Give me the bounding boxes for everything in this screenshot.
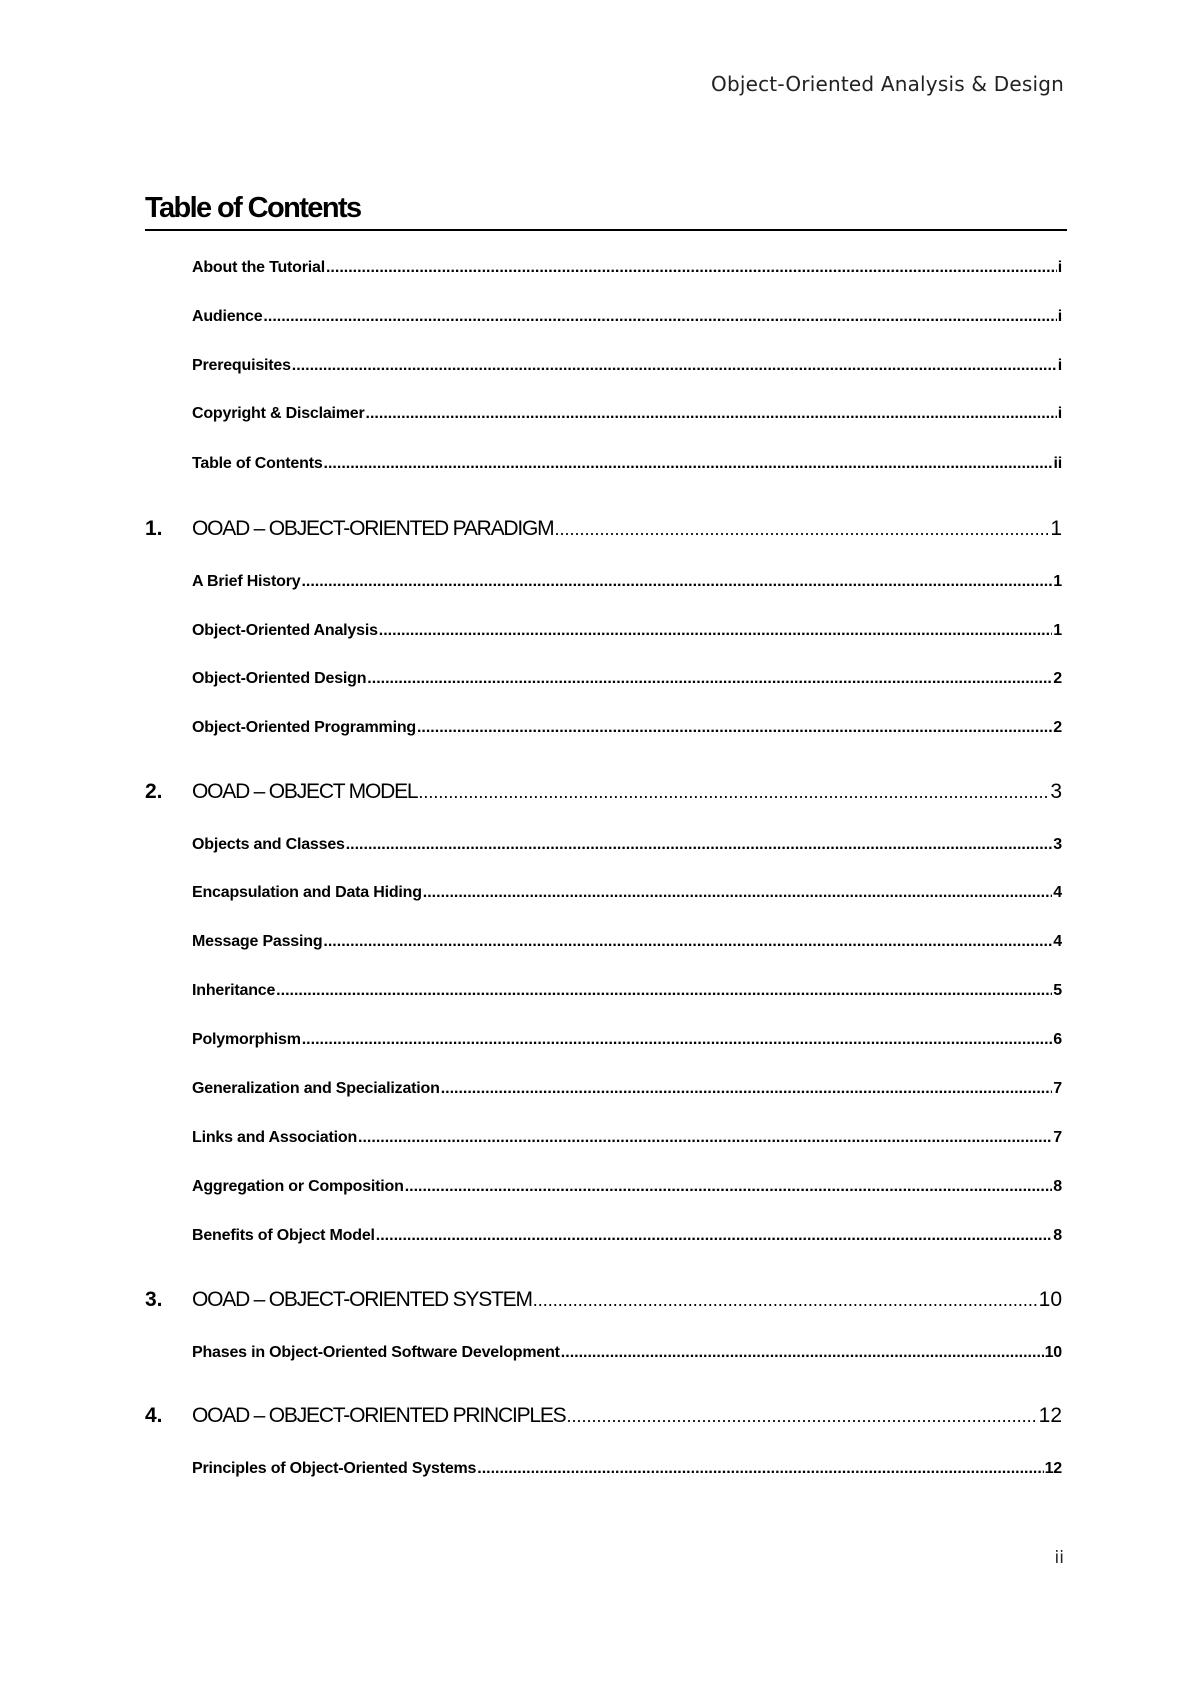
toc-heading: Table of Contents xyxy=(145,192,1067,231)
chapter-title: OOAD – OBJECT-ORIENTED SYSTEM xyxy=(192,1288,532,1311)
toc-entry-inheritance[interactable] xyxy=(192,982,1062,1000)
dot-leader xyxy=(276,982,1052,1000)
toc-entry-label: Phases in Object-Oriented Software Development xyxy=(192,1344,560,1361)
dot-leader xyxy=(301,573,1052,591)
toc-entry-page: i xyxy=(1057,308,1062,325)
toc-entry-page: 4 xyxy=(1053,933,1062,950)
dot-leader xyxy=(326,259,1057,277)
chapter-number: 2. xyxy=(145,780,163,803)
dot-leader xyxy=(302,1031,1053,1049)
dot-leader xyxy=(477,1460,1043,1478)
toc-entry-object-oriented-design[interactable] xyxy=(192,670,1062,688)
toc-entry-label: About the Tutorial xyxy=(192,259,325,276)
chapter-title: OOAD – OBJECT-ORIENTED PARADIGM xyxy=(192,517,554,540)
toc-entry-objects-and-classes[interactable] xyxy=(192,836,1062,854)
chapter-title: OOAD – OBJECT-ORIENTED PRINCIPLES xyxy=(192,1404,566,1427)
dot-leader xyxy=(417,719,1052,737)
toc-entry-page: 2 xyxy=(1053,670,1062,687)
toc-entry-label: Objects and Classes xyxy=(192,836,345,853)
toc-entry-page: 1 xyxy=(1053,622,1062,639)
dot-leader xyxy=(418,782,1049,803)
toc-entry-label: Generalization and Specialization xyxy=(192,1080,440,1097)
toc-entry-page: 8 xyxy=(1053,1227,1062,1244)
toc-entry-page: 5 xyxy=(1053,982,1062,999)
chapter-page: 12 xyxy=(1038,1404,1062,1427)
toc-entry-generalization-and-specialization[interactable] xyxy=(192,1080,1062,1098)
toc-entry-polymorphism[interactable] xyxy=(192,1031,1062,1049)
chapter-number: 4. xyxy=(145,1404,163,1427)
dot-leader xyxy=(367,670,1052,688)
chapter-number: 1. xyxy=(145,517,163,540)
dot-leader xyxy=(324,455,1053,473)
toc-entry-label: Aggregation or Composition xyxy=(192,1178,404,1195)
toc-entry-label: Object-Oriented Analysis xyxy=(192,622,378,639)
toc-entry-page: 10 xyxy=(1044,1344,1062,1361)
toc-entry-audience[interactable] xyxy=(192,308,1062,326)
toc-entry-phases-in-oo-software-development[interactable] xyxy=(192,1344,1062,1362)
toc-entry-page: ii xyxy=(1053,455,1062,472)
dot-leader xyxy=(376,1227,1053,1245)
toc-entry-label: Benefits of Object Model xyxy=(192,1227,375,1244)
toc-entry-page: i xyxy=(1057,259,1062,276)
toc-entry-object-oriented-programming[interactable] xyxy=(192,719,1062,737)
toc-entry-label: Inheritance xyxy=(192,982,276,999)
toc-entry-benefits-of-object-model[interactable] xyxy=(192,1227,1062,1245)
dot-leader xyxy=(405,1178,1053,1196)
dot-leader xyxy=(561,1344,1044,1362)
toc-entry-page: 6 xyxy=(1053,1031,1062,1048)
toc-entry-page: 7 xyxy=(1053,1129,1062,1146)
dot-leader xyxy=(358,1129,1052,1147)
dot-leader xyxy=(346,836,1053,854)
running-header-title: Object-Oriented Analysis & Design xyxy=(711,72,1064,96)
toc-entry-page: 4 xyxy=(1053,884,1062,901)
toc-entry-label: Links and Association xyxy=(192,1129,358,1146)
toc-entry-copyright-disclaimer[interactable] xyxy=(192,405,1062,423)
toc-entry-label: Principles of Object-Oriented Systems xyxy=(192,1460,477,1477)
toc-entry-page: i xyxy=(1057,357,1062,374)
dot-leader xyxy=(263,308,1056,326)
toc-entry-principles-of-oo-systems[interactable] xyxy=(192,1460,1062,1478)
toc-entry-label: Object-Oriented Design xyxy=(192,670,367,687)
dot-leader xyxy=(554,519,1049,540)
chapter-page: 10 xyxy=(1038,1288,1062,1311)
toc-entry-label: Encapsulation and Data Hiding xyxy=(192,884,422,901)
toc-entry-label: Audience xyxy=(192,308,263,325)
toc-entry-object-oriented-analysis[interactable] xyxy=(192,622,1062,640)
toc-entry-label: A Brief History xyxy=(192,573,301,590)
toc-entry-aggregation-or-composition[interactable] xyxy=(192,1178,1062,1196)
toc-chapter-2[interactable] xyxy=(145,780,1062,804)
toc-entry-links-and-association[interactable] xyxy=(192,1129,1062,1147)
toc-entry-label: Copyright & Disclaimer xyxy=(192,405,365,422)
dot-leader xyxy=(323,933,1052,951)
chapter-title: OOAD – OBJECT MODEL xyxy=(192,780,418,803)
toc-entry-page: 3 xyxy=(1053,836,1062,853)
toc-entry-about-the-tutorial[interactable] xyxy=(192,259,1062,277)
dot-leader xyxy=(292,357,1057,375)
chapter-page: 3 xyxy=(1050,780,1062,803)
dot-leader xyxy=(423,884,1053,902)
toc-entry-page: 12 xyxy=(1044,1460,1062,1477)
toc-entry-label: Polymorphism xyxy=(192,1031,301,1048)
toc-entry-prerequisites[interactable] xyxy=(192,357,1062,375)
toc-entry-label: Prerequisites xyxy=(192,357,291,374)
toc-chapter-3[interactable] xyxy=(145,1288,1062,1312)
dot-leader xyxy=(379,622,1053,640)
toc-entry-message-passing[interactable] xyxy=(192,933,1062,951)
toc-chapter-1[interactable] xyxy=(145,517,1062,541)
toc-entry-page: 1 xyxy=(1053,573,1062,590)
toc-entry-page: 7 xyxy=(1053,1080,1062,1097)
toc-entry-a-brief-history[interactable] xyxy=(192,573,1062,591)
chapter-number: 3. xyxy=(145,1288,163,1311)
chapter-page: 1 xyxy=(1050,517,1062,540)
dot-leader xyxy=(533,1290,1038,1311)
toc-entry-label: Object-Oriented Programming xyxy=(192,719,416,736)
toc-entry-table-of-contents[interactable] xyxy=(192,455,1062,473)
dot-leader xyxy=(566,1406,1037,1427)
toc-chapter-4[interactable] xyxy=(145,1404,1062,1428)
toc-entry-label: Message Passing xyxy=(192,933,323,950)
toc-entry-page: 8 xyxy=(1053,1178,1062,1195)
toc-entry-page: 2 xyxy=(1053,719,1062,736)
toc-entry-page: i xyxy=(1057,405,1062,422)
toc-entry-encapsulation-and-data-hiding[interactable] xyxy=(192,884,1062,902)
page-number: ii xyxy=(1054,1548,1064,1568)
dot-leader xyxy=(441,1080,1053,1098)
dot-leader xyxy=(366,405,1057,423)
toc-entry-label: Table of Contents xyxy=(192,455,323,472)
